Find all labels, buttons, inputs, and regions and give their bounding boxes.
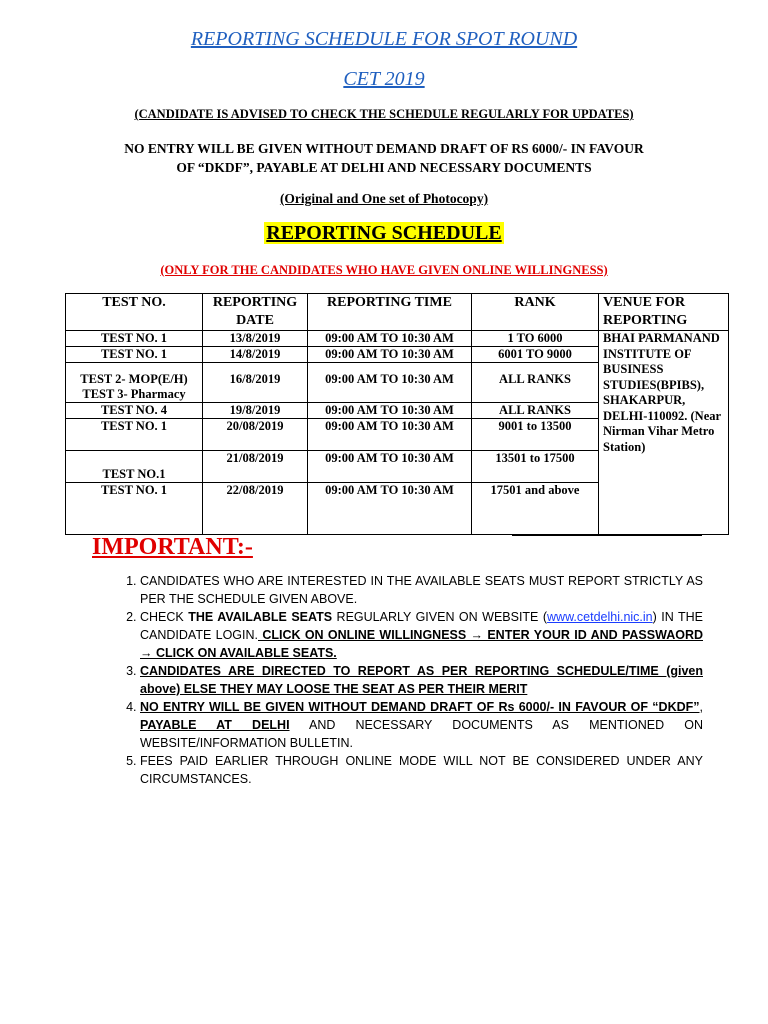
cell-time: 09:00 AM TO 10:30 AM [308,363,472,403]
table-row [66,331,729,347]
no-entry-notice: NO ENTRY WILL BE GIVEN WITHOUT DEMAND DRAFT OF RS 6000/- IN FAVOUR OF “DKDF”, PAYABLE AT DELHI AND NECESSARY DOCUMENTS [124,141,644,175]
col-rank: RANK [472,294,599,331]
advisory-text: (CANDIDATE IS ADVISED TO CHECK THE SCHEDULE REGULARLY FOR UPDATES) [134,107,634,121]
page-title: REPORTING SCHEDULE FOR SPOT ROUND [190,28,578,50]
schedule-heading: REPORTING SCHEDULE [266,222,502,244]
cell-rank: ALL RANKS [472,363,599,403]
col-venue: VENUE FOR REPORTING [599,294,729,331]
cell-rank: 13501 to 17500 [472,451,599,483]
cell-time: 09:00 AM TO 10:30 AM [308,331,472,347]
cell-rank: 6001 TO 9000 [472,347,599,363]
list-item: 3. CANDIDATES ARE DIRECTED TO REPORT AS PER REPORTING SCHEDULE/TIME (given above) ELSE THEY MAY LOOSE THE SEAT AS PER THEIR MERIT [140,662,703,698]
cell-rank: ALL RANKS [472,403,599,419]
cell-test: TEST NO. 1 [66,331,203,347]
important-list [112,572,703,788]
cell-test: TEST NO. 1 [66,347,203,363]
website-link[interactable]: www.cetdelhi.nic.in [547,610,653,624]
cell-date: 13/8/2019 [203,331,308,347]
cell-date: 20/08/2019 [203,419,308,451]
photocopy-note: (Original and One set of Photocopy) [279,191,489,206]
page-subtitle: CET 2019 [343,68,425,90]
col-test-no: TEST NO. [66,294,203,331]
table-header-row [66,294,729,331]
list-item: 5. FEES PAID EARLIER THROUGH ONLINE MODE WILL NOT BE CONSIDERED UNDER ANY CIRCUMSTANCES. [140,752,703,788]
cell-time: 09:00 AM TO 10:30 AM [308,419,472,451]
list-item: 2. CHECK THE AVAILABLE SEATS REGULARLY GIVEN ON WEBSITE (www.cetdelhi.nic.in) IN THE CANDIDATE LOGIN. CLICK ON ONLINE WILLINGNESS → ENTER YOUR ID AND PASSWAORD → CLICK ON AVAILABLE SEATS. [140,608,703,662]
venue-cell: BHAI PARMANAND INSTITUTE OF BUSINESS STUDIES(BPIBS), SHAKARPUR, DELHI-110092. (Near Nirman Vihar Metro Station) [599,331,729,535]
cell-rank: 17501 and above [472,483,599,535]
schedule-table [65,293,729,535]
cell-date: 21/08/2019 [203,451,308,483]
cell-time: 09:00 AM TO 10:30 AM [308,451,472,483]
cell-rank: 9001 to 13500 [472,419,599,451]
cell-rank: 1 TO 6000 [472,331,599,347]
col-reporting-date: REPORTING DATE [203,294,308,331]
cell-date: 19/8/2019 [203,403,308,419]
cell-time: 09:00 AM TO 10:30 AM [308,347,472,363]
cell-test: TEST NO. 1 [66,419,203,451]
list-item: 1. CANDIDATES WHO ARE INTERESTED IN THE AVAILABLE SEATS MUST REPORT STRICTLY AS PER THE SCHEDULE GIVEN ABOVE. [140,572,703,608]
cell-test: TEST NO.1 [66,451,203,483]
cell-test: TEST NO. 4 [66,403,203,419]
cell-test: TEST 2- MOP(E/H) TEST 3- Pharmacy [66,363,203,403]
col-reporting-time: REPORTING TIME [308,294,472,331]
list-item: 4. NO ENTRY WILL BE GIVEN WITHOUT DEMAND DRAFT OF Rs 6000/- IN FAVOUR OF “DKDF”, PAYABLE AT DELHI AND NECESSARY DOCUMENTS AS MENTIONED ON WEBSITE/INFORMATION BULLETIN. [140,698,703,752]
cell-date: 22/08/2019 [203,483,308,535]
cell-time: 09:00 AM TO 10:30 AM [308,403,472,419]
important-heading: IMPORTANT:- [92,534,253,560]
cell-date: 16/8/2019 [203,363,308,403]
cell-date: 14/8/2019 [203,347,308,363]
cell-test: TEST NO. 1 [66,483,203,535]
cell-time: 09:00 AM TO 10:30 AM [308,483,472,535]
schedule-note: (ONLY FOR THE CANDIDATES WHO HAVE GIVEN ONLINE WILLINGNESS) [160,263,608,277]
divider-line [512,535,702,536]
